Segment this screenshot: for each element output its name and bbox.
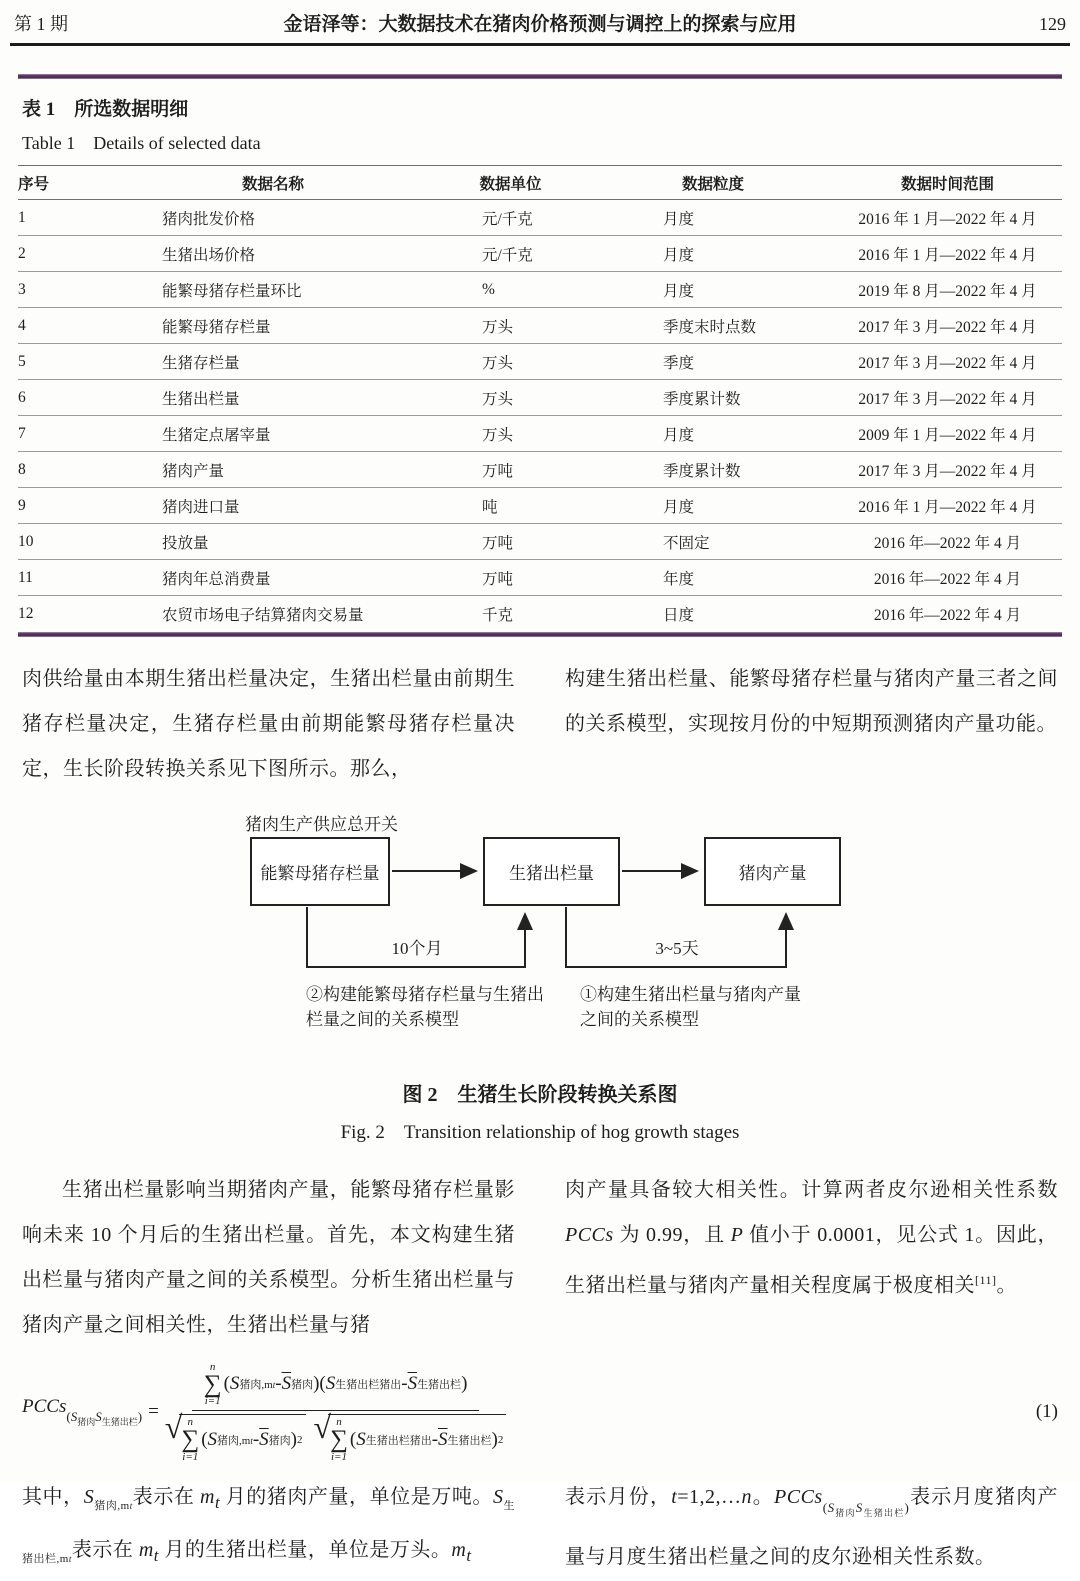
cell: 5 xyxy=(18,344,118,380)
cell: 万头 xyxy=(428,308,593,344)
col-header-range: 数据时间范围 xyxy=(900,175,994,193)
t-var: t xyxy=(671,1486,678,1508)
radical-sign: √ xyxy=(313,1409,332,1446)
s-var: S xyxy=(827,1500,835,1515)
cell: 能繁母猪存栏量环比 xyxy=(118,272,428,308)
sum-lower: i=1 xyxy=(204,1395,221,1408)
para1-right: 构建生猪出栏量、能繁母猪存栏量与猪肉产量三者之间的关系模型，实现按月份的中短期预测猪肉产量功能。 xyxy=(565,667,1058,735)
sub-t: t xyxy=(129,1501,133,1511)
cell: 日度 xyxy=(663,606,695,624)
note-line: 之间的关系模型 xyxy=(580,1009,699,1029)
figure2-diagram xyxy=(0,806,1080,1048)
para1-left: 肉供给量由本期生猪出栏量决定，生猪出栏量由前期生猪存栏量决定，生猪存栏量由前期能繁母猪存栏量决定，生长阶段转换关系见下图所示。那么， xyxy=(22,667,515,780)
table-row xyxy=(18,380,1062,416)
paragraph-block-2 xyxy=(0,1168,1080,1348)
cell: 千克 xyxy=(482,606,514,624)
sub-pork: 猪肉 xyxy=(834,1508,856,1518)
pccs-var: PCCs xyxy=(22,1396,67,1418)
cell: 月度 xyxy=(593,416,833,452)
paren: ) xyxy=(461,1373,468,1395)
cell: 2019 年 8 月—2022 年 4 月 xyxy=(833,272,1062,308)
cell: 季度累计数 xyxy=(593,380,833,416)
paren: ) xyxy=(137,1409,143,1425)
flow-box-sow-inventory: 能繁母猪存栏量 xyxy=(250,837,390,906)
header-rule xyxy=(10,43,1070,46)
sigma-glyph: ∑ xyxy=(330,1426,348,1454)
cell: 7 xyxy=(18,416,118,452)
cell: 万吨 xyxy=(428,560,593,596)
cell: 季度 xyxy=(593,344,833,380)
minus-sign: - xyxy=(252,1429,260,1451)
sub-pork-mt xyxy=(239,1376,275,1392)
sum-lower: i=1 xyxy=(182,1451,199,1463)
paren: ( xyxy=(223,1373,230,1395)
table-row xyxy=(18,200,1062,236)
cell: 不固定 xyxy=(593,524,833,560)
cell: 生猪出场价格 xyxy=(118,236,428,272)
figure-caption-zh: 图 2 生猪生长阶段转换关系图 xyxy=(402,1083,678,1106)
cell: 2016 年 1 月—2022 年 4 月 xyxy=(833,488,1062,524)
cell: 4 xyxy=(18,308,118,344)
table-row xyxy=(18,596,1062,632)
cell: 元/千克 xyxy=(428,236,593,272)
sub-t: t xyxy=(272,1380,276,1391)
sum-upper: n xyxy=(336,1416,342,1429)
bottom-left xyxy=(22,1475,515,1581)
cell: 12 xyxy=(18,604,34,622)
cell: 生猪出栏量 xyxy=(118,380,428,416)
equation-number: (1) xyxy=(1035,1401,1058,1423)
table-row xyxy=(18,236,1062,272)
figure-caption-en: Fig. 2 Transition relationship of hog growth stages xyxy=(340,1121,740,1143)
paren: ( xyxy=(66,1409,71,1425)
cell: 吨 xyxy=(428,488,593,524)
col-header-name: 数据名称 xyxy=(241,175,304,193)
table-row xyxy=(18,344,1062,380)
sub-text: 猪肉,m xyxy=(239,1379,273,1392)
cell: 能繁母猪存栏量 xyxy=(118,308,428,344)
cell: 2 xyxy=(18,236,118,272)
table-row xyxy=(18,272,1062,308)
summation xyxy=(204,1362,222,1408)
table-row xyxy=(18,524,1062,560)
supply-switch-label: 猪肉生产供应总开关 xyxy=(245,814,398,834)
table-top-rule xyxy=(18,74,1062,79)
s-bar-var: $\overline{S}$ xyxy=(407,1373,418,1395)
note-line: 栏量之间的关系模型 xyxy=(306,1009,459,1029)
m-var: m xyxy=(451,1539,467,1561)
cell: 月度 xyxy=(593,200,833,236)
page-number: 129 xyxy=(1039,14,1066,34)
p-var: P xyxy=(730,1223,744,1246)
fraction xyxy=(165,1362,507,1464)
sqrt-group xyxy=(313,1409,507,1463)
running-title: 金语泽等：大数据技术在猪肉价格预测与调控上的探索与应用 xyxy=(283,14,797,35)
cell: 2017 年 3 月—2022 年 4 月 xyxy=(833,380,1062,416)
numerator xyxy=(192,1362,480,1412)
m-var: m xyxy=(138,1539,154,1561)
col-header-unit: 数据单位 xyxy=(479,175,542,193)
cell: 生猪定点屠宰量 xyxy=(118,416,428,452)
s-bar-var: $\overline{S}$ xyxy=(281,1373,292,1395)
sub-t: t xyxy=(466,1546,472,1565)
col-header-granularity: 数据粒度 xyxy=(681,175,744,193)
journal-header xyxy=(0,0,1080,41)
s-bar-var: $\overline{S}$ xyxy=(259,1429,269,1451)
radicand xyxy=(179,1414,305,1463)
equation-lhs xyxy=(22,1396,142,1428)
cell: 1 xyxy=(18,200,118,236)
paren: ) xyxy=(313,1373,320,1395)
s-var: S xyxy=(83,1486,95,1508)
lhs-subscript xyxy=(66,1409,143,1428)
para2-left: 生猪出栏量影响当期猪肉产量，能繁母猪存栏量影响未来 10 个月后的生猪出栏量。首先，本文构建生猪出栏量与猪肉产量之间的关系模型。分析生猪出栏量与猪肉产量之间相关性，生猪出栏量与猪 xyxy=(22,1178,515,1336)
cell: 2017 年 3 月—2022 年 4 月 xyxy=(833,308,1062,344)
squared: 2 xyxy=(297,1434,303,1447)
pccs-var: PCCs xyxy=(774,1486,823,1508)
table-caption-en: Table 1 Details of selected data xyxy=(22,133,261,153)
equals-sign: = xyxy=(148,1401,159,1423)
sum-upper: n xyxy=(209,1360,216,1373)
table-caption-zh: 表 1 所选数据明细 xyxy=(22,99,189,120)
sigma-glyph: ∑ xyxy=(203,1370,222,1398)
cell: 元/千克 xyxy=(428,200,593,236)
cell: 万吨 xyxy=(428,452,593,488)
sub-hog: 生猪出栏 xyxy=(862,1508,905,1518)
table-row xyxy=(18,560,1062,596)
cell: 3 xyxy=(18,272,118,308)
text-run: 肉产量具备较大相关性。计算两者皮尔逊相关性系数 xyxy=(565,1178,1058,1201)
s-var: S xyxy=(70,1409,78,1425)
cell: 年度 xyxy=(593,560,833,596)
s-bar-var: $\overline{S}$ xyxy=(438,1429,448,1451)
paragraph-block-1 xyxy=(0,657,1080,792)
cell: 季度末时点数 xyxy=(593,308,833,344)
table-header-row xyxy=(18,166,1062,200)
s-var: S xyxy=(95,1409,102,1425)
s-var: S xyxy=(855,1500,863,1515)
paren: ( xyxy=(349,1429,357,1451)
sum-upper: n xyxy=(187,1416,194,1429)
arrow-label-10-months: 10个月 xyxy=(391,938,443,958)
note-line: ②构建能繁母猪存栏量与生猪出 xyxy=(306,984,544,1004)
sub-pork: 猪肉 xyxy=(268,1435,291,1448)
cell: 万头 xyxy=(428,344,593,380)
issue-label: 第 1 期 xyxy=(14,14,68,34)
text-run: 表示在 xyxy=(132,1486,201,1508)
cell: 2016 年 1 月—2022 年 4 月 xyxy=(833,200,1062,236)
sum-lower: i=1 xyxy=(330,1451,347,1463)
cell: 9 xyxy=(18,488,118,524)
sub-hog-out: 生猪出栏猪出 xyxy=(365,1435,432,1448)
cell: 2016 年—2022 年 4 月 xyxy=(873,606,1022,624)
s-var: S xyxy=(492,1486,504,1508)
cell: 2016 年 1 月—2022 年 4 月 xyxy=(833,236,1062,272)
cell: 2009 年 1 月—2022 年 4 月 xyxy=(833,416,1062,452)
sub-pork: 猪肉 xyxy=(77,1417,96,1428)
diagram-note-1 xyxy=(580,982,801,1032)
sub-t: t xyxy=(250,1436,253,1447)
sub-t: t xyxy=(68,1554,72,1564)
sub-text: 生猪出栏,m xyxy=(22,1500,516,1565)
cell: 6 xyxy=(18,380,118,416)
minus-sign: - xyxy=(431,1429,439,1451)
text-run: 月的生猪出栏量，单位是万头。 xyxy=(158,1539,452,1561)
cell: 季度累计数 xyxy=(593,452,833,488)
diagram-note-2 xyxy=(306,982,544,1032)
text-run: 表示月份， xyxy=(565,1486,672,1508)
paragraph-block-3 xyxy=(0,1475,1080,1581)
paren: ) xyxy=(904,1500,910,1515)
sub-pork-mt xyxy=(94,1500,133,1512)
cell: 2017 年 3 月—2022 年 4 月 xyxy=(833,344,1062,380)
summation xyxy=(181,1417,199,1463)
cell: 农贸市场电子结算猪肉交易量 xyxy=(162,606,364,624)
text-run: 关 xyxy=(954,1274,975,1297)
cell: 猪肉批发价格 xyxy=(118,200,428,236)
cell: 投放量 xyxy=(118,524,428,560)
cell: 万头 xyxy=(428,380,593,416)
sub-pork-mt xyxy=(217,1432,253,1448)
equation-1-body xyxy=(22,1362,506,1464)
sub-text: 猪肉,m xyxy=(217,1435,251,1448)
cell: 万头 xyxy=(428,416,593,452)
paren: ) xyxy=(290,1429,297,1451)
bottom-right xyxy=(565,1475,1058,1581)
flow-box-hog-slaughter: 生猪出栏量 xyxy=(483,837,620,906)
sqrt-group xyxy=(164,1409,306,1463)
cell: 猪肉进口量 xyxy=(118,488,428,524)
pccs-var: PCCs xyxy=(565,1223,614,1246)
cell: 2016 年—2022 年 4 月 xyxy=(833,524,1062,560)
s-var: S xyxy=(356,1429,366,1451)
sub-t: t xyxy=(214,1493,221,1512)
cell: 2017 年 3 月—2022 年 4 月 xyxy=(833,452,1062,488)
cell: 10 xyxy=(18,524,118,560)
sub-text: 猪肉,m xyxy=(94,1500,130,1512)
sub-hog-out: 生猪出栏猪出 xyxy=(335,1379,402,1392)
flow-box-pork-output: 猪肉产量 xyxy=(704,837,841,906)
cell: 2016 年—2022 年 4 月 xyxy=(833,560,1062,596)
text-run: 值小于 0.0001，见公式 1。因此，生猪出栏量与猪肉产量相关程度属于极度相 xyxy=(565,1223,1059,1297)
sub-hog: 生猪出栏 xyxy=(101,1417,138,1428)
text-run: 月的猪肉产量，单位是万吨。 xyxy=(220,1486,493,1508)
radicand xyxy=(328,1414,506,1463)
cell: % xyxy=(428,272,593,308)
table-row xyxy=(18,416,1062,452)
table-row xyxy=(18,308,1062,344)
text-run: 。 xyxy=(996,1274,1018,1297)
text-run: 表示月度猪肉产量与月度生猪出栏量之间的皮尔逊相关性系数。 xyxy=(565,1486,1058,1568)
text-run: 。 xyxy=(752,1486,775,1508)
s-var: S xyxy=(229,1373,240,1395)
cell: 月度 xyxy=(593,236,833,272)
text-run: 表示在 xyxy=(71,1539,139,1561)
paren: ( xyxy=(319,1373,326,1395)
paren: ) xyxy=(491,1429,498,1451)
paren: ( xyxy=(201,1429,208,1451)
m-var: m xyxy=(200,1486,215,1508)
s-var: S xyxy=(325,1373,336,1395)
summation xyxy=(330,1417,348,1463)
cell: 月度 xyxy=(593,488,833,524)
n-var: n xyxy=(741,1486,753,1508)
paren: ( xyxy=(822,1500,828,1515)
col-header-index: 序号 xyxy=(18,175,50,193)
sub-hog: 生猪出栏 xyxy=(447,1435,492,1448)
cell: 猪肉产量 xyxy=(118,452,428,488)
table-bottom-rule xyxy=(18,632,1062,637)
cell: 万吨 xyxy=(428,524,593,560)
text-run: 其中， xyxy=(22,1486,84,1508)
table-row xyxy=(18,452,1062,488)
sub-pork: 猪肉 xyxy=(291,1379,314,1392)
note-line: ①构建生猪出栏量与猪肉产量 xyxy=(580,984,801,1004)
sub-t: t xyxy=(153,1546,159,1565)
equation-1 xyxy=(0,1362,1080,1464)
cell: 11 xyxy=(18,560,118,596)
text-run: =1,2,… xyxy=(677,1486,742,1508)
cell: 月度 xyxy=(593,272,833,308)
citation-ref: [11] xyxy=(975,1272,997,1287)
cell: 8 xyxy=(18,452,118,488)
sub-hog: 生猪出栏 xyxy=(417,1379,462,1392)
cell: 猪肉年总消费量 xyxy=(118,560,428,596)
sigma-glyph: ∑ xyxy=(181,1426,200,1454)
text-run: 为 0.99，且 xyxy=(613,1223,731,1246)
cell: 生猪存栏量 xyxy=(118,344,428,380)
s-var: S xyxy=(207,1429,218,1451)
table-row xyxy=(18,488,1062,524)
para2-right xyxy=(565,1168,1058,1348)
data-table xyxy=(18,165,1062,632)
squared: 2 xyxy=(497,1434,504,1447)
arrow-label-3-5-days: 3~5天 xyxy=(655,938,699,958)
radical-sign: √ xyxy=(164,1409,183,1446)
minus-sign: - xyxy=(275,1373,282,1395)
minus-sign: - xyxy=(401,1373,408,1395)
denominator xyxy=(165,1411,507,1463)
pccs-subscript xyxy=(822,1500,910,1518)
